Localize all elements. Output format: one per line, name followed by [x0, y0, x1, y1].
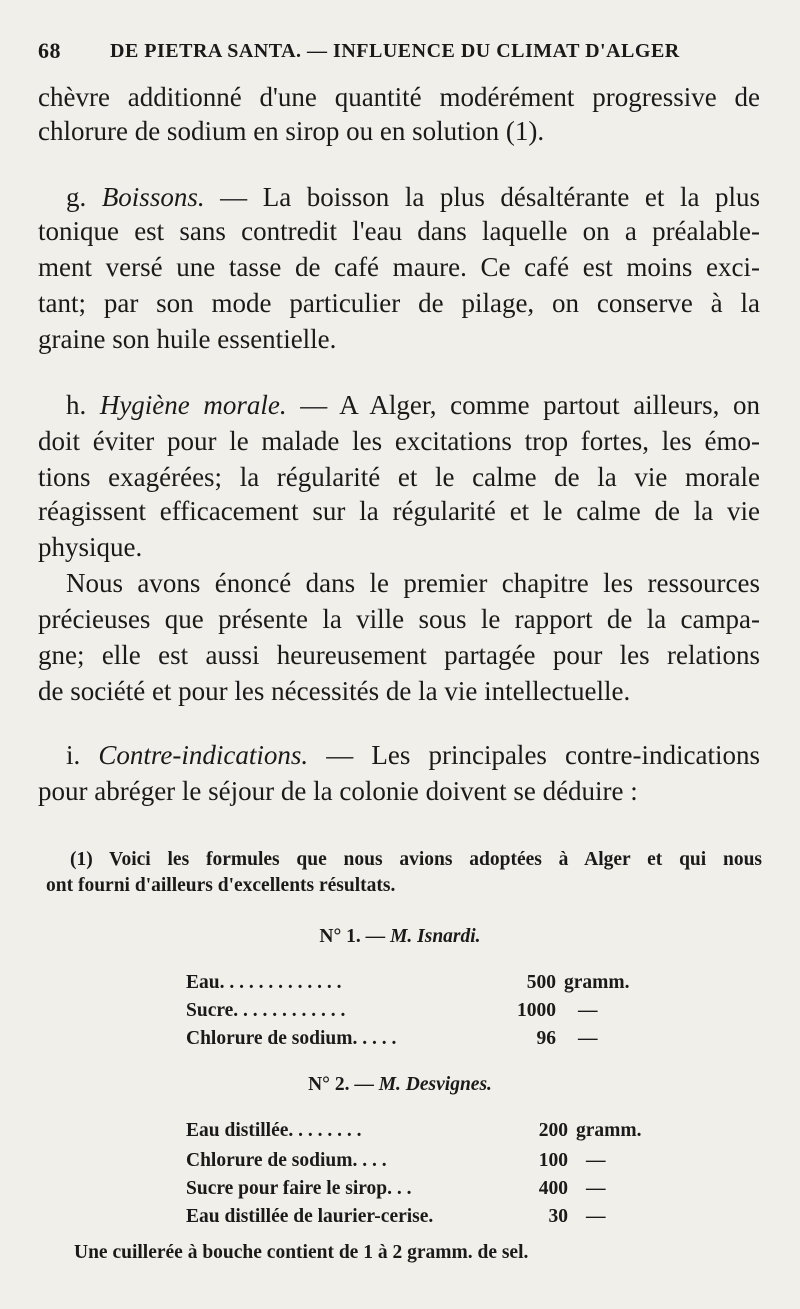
ingredient-qty: 100 — [538, 1150, 568, 1171]
footnote-line: (1) Voici les formules que nous avions adoptées à Alger et qui nous — [70, 849, 762, 870]
ingredient-unit: gramm. — [576, 1120, 642, 1141]
ingredient-unit: gramm. — [564, 972, 630, 993]
text-line: tant; par son mode particulier de pilage, on conserve à la — [38, 288, 760, 318]
text-line: gne; elle est aussi heureusement partagée pour les relations — [38, 640, 760, 670]
footnote-line: ont fourni d'ailleurs d'excellents résultats. — [46, 875, 396, 896]
ingredient-name: Sucre pour faire le sirop. . . — [186, 1178, 412, 1199]
formula-1-title: N° 1. — M. Isnardi. — [319, 926, 481, 947]
text-line: précieuses que présente la ville sous le rapport de la campa- — [38, 604, 760, 634]
ingredient-unit: — — [578, 1000, 598, 1021]
text-line: i. Contre-indications. — Les principales contre-indications — [66, 740, 760, 770]
text-line: graine son huile essentielle. — [38, 324, 337, 354]
ingredient-name: Eau. . . . . . . . . . . . . — [186, 972, 342, 993]
running-title: DE PIETRA SANTA. — INFLUENCE DU CLIMAT D'ALGER — [110, 40, 680, 62]
ingredient-unit: — — [586, 1150, 606, 1171]
ingredient-unit: — — [578, 1028, 598, 1049]
text-line: tions exagérées; la régularité et le calme de la vie morale — [38, 462, 760, 492]
formula-2-title: N° 2. — M. Desvignes. — [308, 1074, 492, 1095]
running-header — [38, 38, 750, 72]
ingredient-name: Chlorure de sodium. . . . — [186, 1150, 387, 1171]
italic-emphasis: Hygiène morale. — [99, 390, 287, 420]
text-line: de société et pour les nécessités de la vie intellectuelle. — [38, 676, 631, 706]
ingredient-unit: — — [586, 1206, 606, 1227]
italic-emphasis: M. Desvignes. — [378, 1074, 492, 1095]
italic-emphasis: Boissons. — [101, 182, 205, 212]
dosage-note: Une cuillerée à bouche contient de 1 à 2 gramm. de sel. — [74, 1242, 529, 1263]
text-line: Nous avons énoncé dans le premier chapitre les ressources — [66, 568, 760, 598]
text-line: pour abréger le séjour de la colonie doivent se déduire : — [38, 776, 638, 806]
ingredient-name: Eau distillée. . . . . . . . — [186, 1120, 362, 1141]
ingredient-name: Eau distillée de laurier-cerise. — [186, 1206, 434, 1227]
ingredient-qty: 200 — [538, 1120, 568, 1141]
text-line: réagissent efficacement sur la régularité et le calme de la vie — [38, 496, 760, 526]
ingredient-qty: 1000 — [517, 1000, 556, 1021]
text-line: tonique est sans contredit l'eau dans laquelle on a préalable- — [38, 216, 760, 246]
ingredient-qty: 400 — [538, 1178, 568, 1199]
ingredient-name: Sucre. . . . . . . . . . . . — [186, 1000, 346, 1021]
text-line: doit éviter pour le malade les excitations trop fortes, les émo- — [38, 426, 760, 456]
text-line: g. Boissons. — La boisson la plus désaltérante et la plus — [66, 182, 761, 212]
ingredient-name: Chlorure de sodium. . . . . — [186, 1028, 397, 1049]
ingredient-unit: — — [586, 1178, 606, 1199]
text-line: chèvre additionné d'une quantité modérément progressive de — [38, 82, 760, 112]
italic-emphasis: Contre-indications. — [98, 740, 309, 770]
text-line: physique. — [38, 532, 143, 562]
ingredient-qty: 500 — [526, 972, 556, 993]
text-line: ment versé une tasse de café maure. Ce café est moins exci- — [38, 252, 760, 282]
ingredient-qty: 96 — [536, 1028, 556, 1049]
italic-emphasis: M. Isnardi. — [390, 926, 481, 947]
text-line: h. Hygiène morale. — A Alger, comme partout ailleurs, on — [66, 390, 760, 420]
text-line: chlorure de sodium en sirop ou en solution (1). — [38, 116, 545, 146]
ingredient-qty: 30 — [548, 1206, 568, 1227]
page-number: 68 — [38, 38, 61, 63]
